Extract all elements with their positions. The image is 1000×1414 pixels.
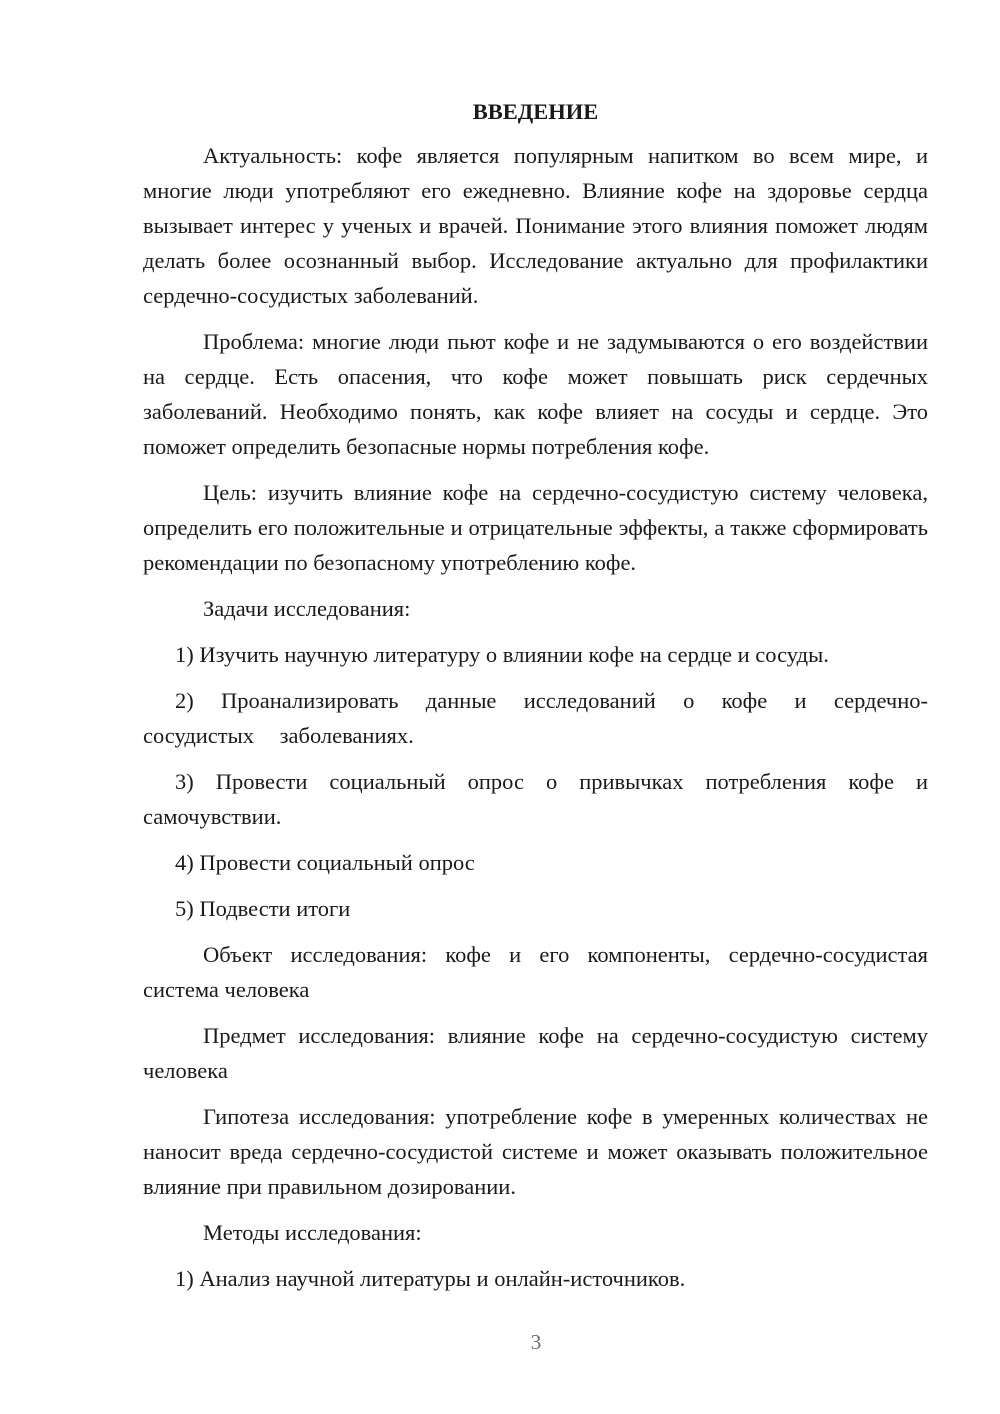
- tasks-heading: Задачи исследования:: [203, 596, 411, 621]
- relevance-paragraph: Актуальность: кофе является популярным напитком во всем мире, и многие люди употребляют его ежедневно. Влияние кофе на здоровье сердца вызывает интерес у ученых и врачей. Понимание этого влияния поможет людям делать более осознанный выбор. Исследование актуально для профилактики сердечно-сосудистых заболеваний.: [143, 143, 928, 308]
- method-item: 1) Анализ научной литературы и онлайн-источников.: [175, 1266, 686, 1291]
- task-item: 1) Изучить научную литературу о влиянии кофе на сердце и сосуды.: [175, 642, 829, 667]
- section-title: ВВЕДЕНИЕ: [472, 99, 599, 124]
- page-body: [143, 94, 928, 1307]
- task-item: 3) Провести социальный опрос о привычках потребления кофе и самочувствии.: [143, 769, 928, 829]
- task-item: 4) Провести социальный опрос: [175, 850, 475, 875]
- goal-paragraph: Цель: изучить влияние кофе на сердечно-сосудистую систему человека, определить его положительные и отрицательные эффекты, а также сформировать рекомендации по безопасному употреблению кофе.: [143, 480, 928, 575]
- hypothesis-paragraph: Гипотеза исследования: употребление кофе в умеренных количествах не наносит вреда сердечно-сосудистой системе и может оказывать положительное влияние при правильном дозировании.: [143, 1104, 928, 1199]
- task-item: 2) Проанализировать данные исследований о кофе и сердечно-сосудистых заболеваниях.: [143, 688, 928, 748]
- problem-paragraph: Проблема: многие люди пьют кофе и не задумываются о его воздействии на сердце. Есть опасения, что кофе может повышать риск сердечных заболеваний. Необходимо понять, как кофе влияет на сосуды и сердце. Это поможет определить безопасные нормы потребления кофе.: [143, 329, 928, 459]
- task-item: 5) Подвести итоги: [175, 896, 351, 921]
- methods-heading: Методы исследования:: [203, 1220, 422, 1245]
- page-number: 3: [530, 1330, 542, 1354]
- subject-paragraph: Предмет исследования: влияние кофе на сердечно-сосудистую систему человека: [143, 1023, 928, 1083]
- object-paragraph: Объект исследования: кофе и его компоненты, сердечно-сосудистая система человека: [143, 942, 928, 1002]
